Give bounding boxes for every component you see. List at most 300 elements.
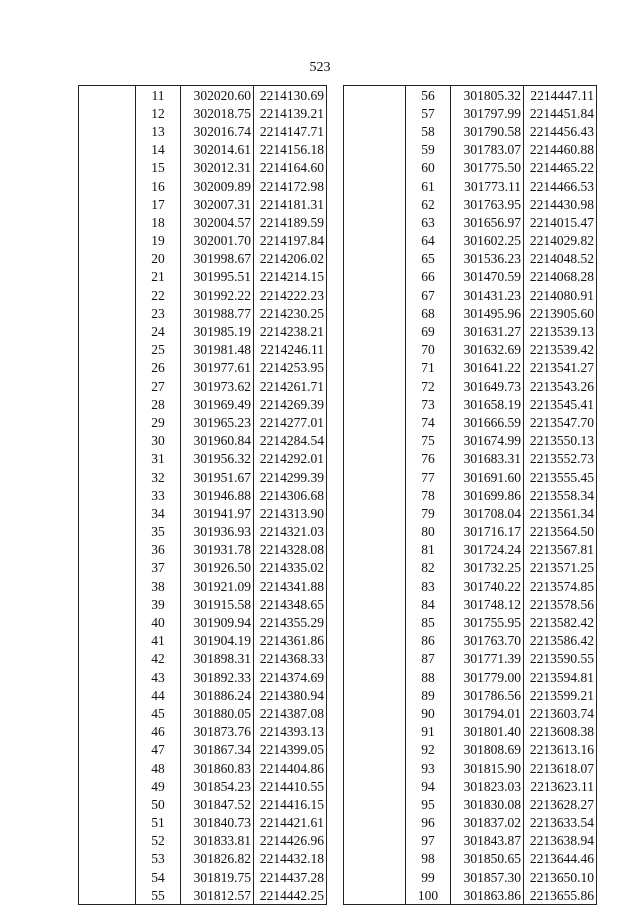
- point-number-cell: 37: [136, 559, 181, 577]
- table-row: [344, 832, 597, 850]
- x-coordinate-cell: 301431.23: [451, 286, 524, 304]
- table-row: [344, 577, 597, 595]
- table-row: [79, 668, 327, 686]
- table-row: [79, 850, 327, 868]
- y-coordinate-cell: 2213571.25: [524, 559, 597, 577]
- y-coordinate-cell: 2214172.98: [254, 177, 327, 195]
- x-coordinate-cell: 302007.31: [181, 195, 254, 213]
- x-coordinate-cell: 301880.05: [181, 704, 254, 722]
- x-coordinate-cell: 301860.83: [181, 759, 254, 777]
- blank-cell: [79, 595, 136, 613]
- table-row: [79, 286, 327, 304]
- x-coordinate-cell: 301724.24: [451, 541, 524, 559]
- blank-cell: [344, 359, 406, 377]
- blank-cell: [344, 195, 406, 213]
- blank-cell: [79, 650, 136, 668]
- table-row: [344, 632, 597, 650]
- x-coordinate-cell: 301854.23: [181, 777, 254, 795]
- y-coordinate-cell: 2214399.05: [254, 741, 327, 759]
- x-coordinate-cell: 301969.49: [181, 395, 254, 413]
- blank-cell: [344, 632, 406, 650]
- blank-cell: [344, 886, 406, 905]
- blank-cell: [344, 650, 406, 668]
- point-number-cell: 63: [406, 213, 451, 231]
- point-number-cell: 15: [136, 159, 181, 177]
- y-coordinate-cell: 2214230.25: [254, 304, 327, 322]
- blank-cell: [344, 468, 406, 486]
- blank-cell: [79, 577, 136, 595]
- blank-cell: [344, 232, 406, 250]
- y-coordinate-cell: 2214404.86: [254, 759, 327, 777]
- point-number-cell: 27: [136, 377, 181, 395]
- blank-cell: [79, 741, 136, 759]
- y-coordinate-cell: 2213638.94: [524, 832, 597, 850]
- table-row: [344, 504, 597, 522]
- table-row: [344, 86, 597, 105]
- x-coordinate-cell: 301951.67: [181, 468, 254, 486]
- table-row: [79, 613, 327, 631]
- point-number-cell: 12: [136, 104, 181, 122]
- table-row: [344, 868, 597, 886]
- table-row: [79, 741, 327, 759]
- coordinate-table-left: [78, 85, 327, 905]
- point-number-cell: 80: [406, 523, 451, 541]
- point-number-cell: 26: [136, 359, 181, 377]
- blank-cell: [344, 104, 406, 122]
- y-coordinate-cell: 2214189.59: [254, 213, 327, 231]
- x-coordinate-cell: 301826.82: [181, 850, 254, 868]
- x-coordinate-cell: 301965.23: [181, 413, 254, 431]
- blank-cell: [79, 795, 136, 813]
- blank-cell: [79, 723, 136, 741]
- y-coordinate-cell: 2213655.86: [524, 886, 597, 905]
- table-row: [79, 450, 327, 468]
- x-coordinate-cell: 301998.67: [181, 250, 254, 268]
- table-row: [79, 868, 327, 886]
- point-number-cell: 62: [406, 195, 451, 213]
- y-coordinate-cell: 2214253.95: [254, 359, 327, 377]
- x-coordinate-cell: 301873.76: [181, 723, 254, 741]
- table-row: [79, 141, 327, 159]
- y-coordinate-cell: 2214465.22: [524, 159, 597, 177]
- point-number-cell: 11: [136, 86, 181, 105]
- x-coordinate-cell: 301931.78: [181, 541, 254, 559]
- blank-cell: [344, 686, 406, 704]
- point-number-cell: 51: [136, 814, 181, 832]
- point-number-cell: 94: [406, 777, 451, 795]
- point-number-cell: 77: [406, 468, 451, 486]
- blank-cell: [344, 413, 406, 431]
- y-coordinate-cell: 2213613.16: [524, 741, 597, 759]
- point-number-cell: 33: [136, 486, 181, 504]
- blank-cell: [344, 122, 406, 140]
- table-row: [79, 432, 327, 450]
- table-row: [344, 213, 597, 231]
- y-coordinate-cell: 2213586.42: [524, 632, 597, 650]
- y-coordinate-cell: 2214306.68: [254, 486, 327, 504]
- table-row: [79, 595, 327, 613]
- blank-cell: [79, 141, 136, 159]
- x-coordinate-cell: 301837.02: [451, 814, 524, 832]
- y-coordinate-cell: 2214416.15: [254, 795, 327, 813]
- blank-cell: [79, 359, 136, 377]
- table-row: [79, 632, 327, 650]
- table-row: [79, 377, 327, 395]
- x-coordinate-cell: 301801.40: [451, 723, 524, 741]
- table-row: [79, 504, 327, 522]
- y-coordinate-cell: 2214068.28: [524, 268, 597, 286]
- table-row: [79, 232, 327, 250]
- table-row: [344, 195, 597, 213]
- blank-cell: [344, 286, 406, 304]
- y-coordinate-cell: 2214355.29: [254, 613, 327, 631]
- y-coordinate-cell: 2213603.74: [524, 704, 597, 722]
- table-row: [79, 250, 327, 268]
- blank-cell: [344, 577, 406, 595]
- table-row: [79, 413, 327, 431]
- x-coordinate-cell: 301783.07: [451, 141, 524, 159]
- blank-cell: [344, 304, 406, 322]
- blank-cell: [79, 814, 136, 832]
- point-number-cell: 50: [136, 795, 181, 813]
- point-number-cell: 22: [136, 286, 181, 304]
- point-number-cell: 45: [136, 704, 181, 722]
- blank-cell: [79, 868, 136, 886]
- y-coordinate-cell: 2213628.27: [524, 795, 597, 813]
- blank-cell: [79, 377, 136, 395]
- point-number-cell: 92: [406, 741, 451, 759]
- x-coordinate-cell: 301794.01: [451, 704, 524, 722]
- table-row: [344, 486, 597, 504]
- point-number-cell: 88: [406, 668, 451, 686]
- blank-cell: [79, 86, 136, 105]
- y-coordinate-cell: 2213574.85: [524, 577, 597, 595]
- blank-cell: [344, 814, 406, 832]
- blank-cell: [79, 232, 136, 250]
- table-row: [344, 741, 597, 759]
- blank-cell: [79, 486, 136, 504]
- y-coordinate-cell: 2213555.45: [524, 468, 597, 486]
- blank-cell: [79, 122, 136, 140]
- blank-cell: [79, 213, 136, 231]
- x-coordinate-cell: 301732.25: [451, 559, 524, 577]
- table-row: [344, 886, 597, 905]
- table-row: [79, 777, 327, 795]
- blank-cell: [79, 613, 136, 631]
- table-row: [344, 413, 597, 431]
- point-number-cell: 54: [136, 868, 181, 886]
- x-coordinate-cell: 301867.34: [181, 741, 254, 759]
- blank-cell: [344, 523, 406, 541]
- y-coordinate-cell: 2213650.10: [524, 868, 597, 886]
- x-coordinate-cell: 302016.74: [181, 122, 254, 140]
- point-number-cell: 67: [406, 286, 451, 304]
- x-coordinate-cell: 302001.70: [181, 232, 254, 250]
- point-number-cell: 59: [406, 141, 451, 159]
- y-coordinate-cell: 2214348.65: [254, 595, 327, 613]
- blank-cell: [79, 704, 136, 722]
- coordinate-table-right: [343, 85, 597, 905]
- point-number-cell: 47: [136, 741, 181, 759]
- y-coordinate-cell: 2213578.56: [524, 595, 597, 613]
- blank-cell: [344, 177, 406, 195]
- point-number-cell: 30: [136, 432, 181, 450]
- blank-cell: [344, 613, 406, 631]
- table-row: [79, 886, 327, 905]
- x-coordinate-cell: 301755.95: [451, 613, 524, 631]
- x-coordinate-cell: 301886.24: [181, 686, 254, 704]
- point-number-cell: 41: [136, 632, 181, 650]
- x-coordinate-cell: 301995.51: [181, 268, 254, 286]
- y-coordinate-cell: 2213539.13: [524, 322, 597, 340]
- point-number-cell: 39: [136, 595, 181, 613]
- x-coordinate-cell: 301699.86: [451, 486, 524, 504]
- blank-cell: [344, 759, 406, 777]
- table-row: [79, 268, 327, 286]
- blank-cell: [344, 341, 406, 359]
- x-coordinate-cell: 301904.19: [181, 632, 254, 650]
- blank-cell: [344, 159, 406, 177]
- y-coordinate-cell: 2214426.96: [254, 832, 327, 850]
- x-coordinate-cell: 301985.19: [181, 322, 254, 340]
- point-number-cell: 86: [406, 632, 451, 650]
- table-row: [79, 395, 327, 413]
- point-number-cell: 78: [406, 486, 451, 504]
- point-number-cell: 16: [136, 177, 181, 195]
- x-coordinate-cell: 301808.69: [451, 741, 524, 759]
- x-coordinate-cell: 301926.50: [181, 559, 254, 577]
- blank-cell: [79, 395, 136, 413]
- blank-cell: [344, 268, 406, 286]
- table-row: [79, 559, 327, 577]
- point-number-cell: 38: [136, 577, 181, 595]
- blank-cell: [344, 395, 406, 413]
- x-coordinate-cell: 302004.57: [181, 213, 254, 231]
- point-number-cell: 40: [136, 613, 181, 631]
- y-coordinate-cell: 2214430.98: [524, 195, 597, 213]
- y-coordinate-cell: 2214130.69: [254, 86, 327, 105]
- blank-cell: [344, 559, 406, 577]
- table-row: [79, 650, 327, 668]
- blank-cell: [344, 432, 406, 450]
- blank-cell: [79, 468, 136, 486]
- table-row: [344, 104, 597, 122]
- point-number-cell: 72: [406, 377, 451, 395]
- x-coordinate-cell: 301892.33: [181, 668, 254, 686]
- y-coordinate-cell: 2214380.94: [254, 686, 327, 704]
- point-number-cell: 19: [136, 232, 181, 250]
- x-coordinate-cell: 301536.23: [451, 250, 524, 268]
- x-coordinate-cell: 301775.50: [451, 159, 524, 177]
- blank-cell: [344, 868, 406, 886]
- y-coordinate-cell: 2214206.02: [254, 250, 327, 268]
- x-coordinate-cell: 301840.73: [181, 814, 254, 832]
- point-number-cell: 81: [406, 541, 451, 559]
- y-coordinate-cell: 2214460.88: [524, 141, 597, 159]
- y-coordinate-cell: 2214277.01: [254, 413, 327, 431]
- blank-cell: [79, 159, 136, 177]
- y-coordinate-cell: 2214214.15: [254, 268, 327, 286]
- table-row: [79, 322, 327, 340]
- x-coordinate-cell: 301941.97: [181, 504, 254, 522]
- x-coordinate-cell: 301631.27: [451, 322, 524, 340]
- blank-cell: [79, 504, 136, 522]
- table-row: [344, 450, 597, 468]
- point-number-cell: 75: [406, 432, 451, 450]
- point-number-cell: 65: [406, 250, 451, 268]
- y-coordinate-cell: 2213905.60: [524, 304, 597, 322]
- blank-cell: [79, 250, 136, 268]
- y-coordinate-cell: 2213564.50: [524, 523, 597, 541]
- table-row: [79, 759, 327, 777]
- blank-cell: [344, 450, 406, 468]
- x-coordinate-cell: 301763.95: [451, 195, 524, 213]
- x-coordinate-cell: 302020.60: [181, 86, 254, 105]
- blank-cell: [79, 104, 136, 122]
- table-row: [79, 359, 327, 377]
- y-coordinate-cell: 2213644.46: [524, 850, 597, 868]
- point-number-cell: 23: [136, 304, 181, 322]
- point-number-cell: 85: [406, 613, 451, 631]
- point-number-cell: 69: [406, 322, 451, 340]
- y-coordinate-cell: 2214299.39: [254, 468, 327, 486]
- blank-cell: [344, 795, 406, 813]
- table-row: [344, 177, 597, 195]
- table-row: [344, 141, 597, 159]
- blank-cell: [344, 86, 406, 105]
- point-number-cell: 55: [136, 886, 181, 905]
- blank-cell: [79, 777, 136, 795]
- x-coordinate-cell: 301823.03: [451, 777, 524, 795]
- y-coordinate-cell: 2214437.28: [254, 868, 327, 886]
- table-row: [344, 377, 597, 395]
- point-number-cell: 73: [406, 395, 451, 413]
- x-coordinate-cell: 301658.19: [451, 395, 524, 413]
- table-row: [344, 304, 597, 322]
- blank-cell: [344, 850, 406, 868]
- y-coordinate-cell: 2214368.33: [254, 650, 327, 668]
- table-row: [344, 559, 597, 577]
- x-coordinate-cell: 301847.52: [181, 795, 254, 813]
- table-row: [344, 595, 597, 613]
- x-coordinate-cell: 301863.86: [451, 886, 524, 905]
- point-number-cell: 21: [136, 268, 181, 286]
- point-number-cell: 70: [406, 341, 451, 359]
- x-coordinate-cell: 301946.88: [181, 486, 254, 504]
- table-row: [79, 213, 327, 231]
- point-number-cell: 20: [136, 250, 181, 268]
- x-coordinate-cell: 301656.97: [451, 213, 524, 231]
- point-number-cell: 95: [406, 795, 451, 813]
- blank-cell: [79, 322, 136, 340]
- y-coordinate-cell: 2213633.54: [524, 814, 597, 832]
- x-coordinate-cell: 301716.17: [451, 523, 524, 541]
- point-number-cell: 13: [136, 122, 181, 140]
- blank-cell: [344, 541, 406, 559]
- y-coordinate-cell: 2214447.11: [524, 86, 597, 105]
- blank-cell: [79, 450, 136, 468]
- blank-cell: [79, 541, 136, 559]
- point-number-cell: 32: [136, 468, 181, 486]
- point-number-cell: 76: [406, 450, 451, 468]
- y-coordinate-cell: 2214147.71: [254, 122, 327, 140]
- x-coordinate-cell: 301773.11: [451, 177, 524, 195]
- point-number-cell: 89: [406, 686, 451, 704]
- point-number-cell: 17: [136, 195, 181, 213]
- blank-cell: [79, 559, 136, 577]
- y-coordinate-cell: 2213541.27: [524, 359, 597, 377]
- x-coordinate-cell: 301786.56: [451, 686, 524, 704]
- blank-cell: [79, 686, 136, 704]
- y-coordinate-cell: 2214080.91: [524, 286, 597, 304]
- blank-cell: [344, 377, 406, 395]
- x-coordinate-cell: 302009.89: [181, 177, 254, 195]
- x-coordinate-cell: 301960.84: [181, 432, 254, 450]
- table-row: [79, 159, 327, 177]
- table-row: [79, 523, 327, 541]
- y-coordinate-cell: 2213547.70: [524, 413, 597, 431]
- x-coordinate-cell: 302012.31: [181, 159, 254, 177]
- table-row: [344, 232, 597, 250]
- point-number-cell: 56: [406, 86, 451, 105]
- x-coordinate-cell: 301850.65: [451, 850, 524, 868]
- y-coordinate-cell: 2213545.41: [524, 395, 597, 413]
- point-number-cell: 49: [136, 777, 181, 795]
- y-coordinate-cell: 2214361.86: [254, 632, 327, 650]
- table-row: [79, 304, 327, 322]
- x-coordinate-cell: 301779.00: [451, 668, 524, 686]
- y-coordinate-cell: 2213594.81: [524, 668, 597, 686]
- y-coordinate-cell: 2214313.90: [254, 504, 327, 522]
- table-row: [79, 195, 327, 213]
- point-number-cell: 99: [406, 868, 451, 886]
- blank-cell: [344, 322, 406, 340]
- y-coordinate-cell: 2213561.34: [524, 504, 597, 522]
- table-row: [79, 577, 327, 595]
- x-coordinate-cell: 301790.58: [451, 122, 524, 140]
- x-coordinate-cell: 301812.57: [181, 886, 254, 905]
- y-coordinate-cell: 2213623.11: [524, 777, 597, 795]
- point-number-cell: 66: [406, 268, 451, 286]
- table-row: [344, 268, 597, 286]
- point-number-cell: 46: [136, 723, 181, 741]
- point-number-cell: 83: [406, 577, 451, 595]
- point-number-cell: 90: [406, 704, 451, 722]
- blank-cell: [79, 759, 136, 777]
- x-coordinate-cell: 301649.73: [451, 377, 524, 395]
- point-number-cell: 60: [406, 159, 451, 177]
- blank-cell: [79, 668, 136, 686]
- y-coordinate-cell: 2213599.21: [524, 686, 597, 704]
- point-number-cell: 100: [406, 886, 451, 905]
- y-coordinate-cell: 2214335.02: [254, 559, 327, 577]
- table-row: [344, 122, 597, 140]
- x-coordinate-cell: 301708.04: [451, 504, 524, 522]
- y-coordinate-cell: 2214321.03: [254, 523, 327, 541]
- page-number: 523: [309, 60, 331, 75]
- y-coordinate-cell: 2213539.42: [524, 341, 597, 359]
- table-row: [79, 86, 327, 105]
- table-row: [79, 104, 327, 122]
- blank-cell: [344, 141, 406, 159]
- table-row: [79, 704, 327, 722]
- point-number-cell: 71: [406, 359, 451, 377]
- table-row: [79, 795, 327, 813]
- blank-cell: [79, 523, 136, 541]
- x-coordinate-cell: 301470.59: [451, 268, 524, 286]
- y-coordinate-cell: 2214048.52: [524, 250, 597, 268]
- table-row: [79, 832, 327, 850]
